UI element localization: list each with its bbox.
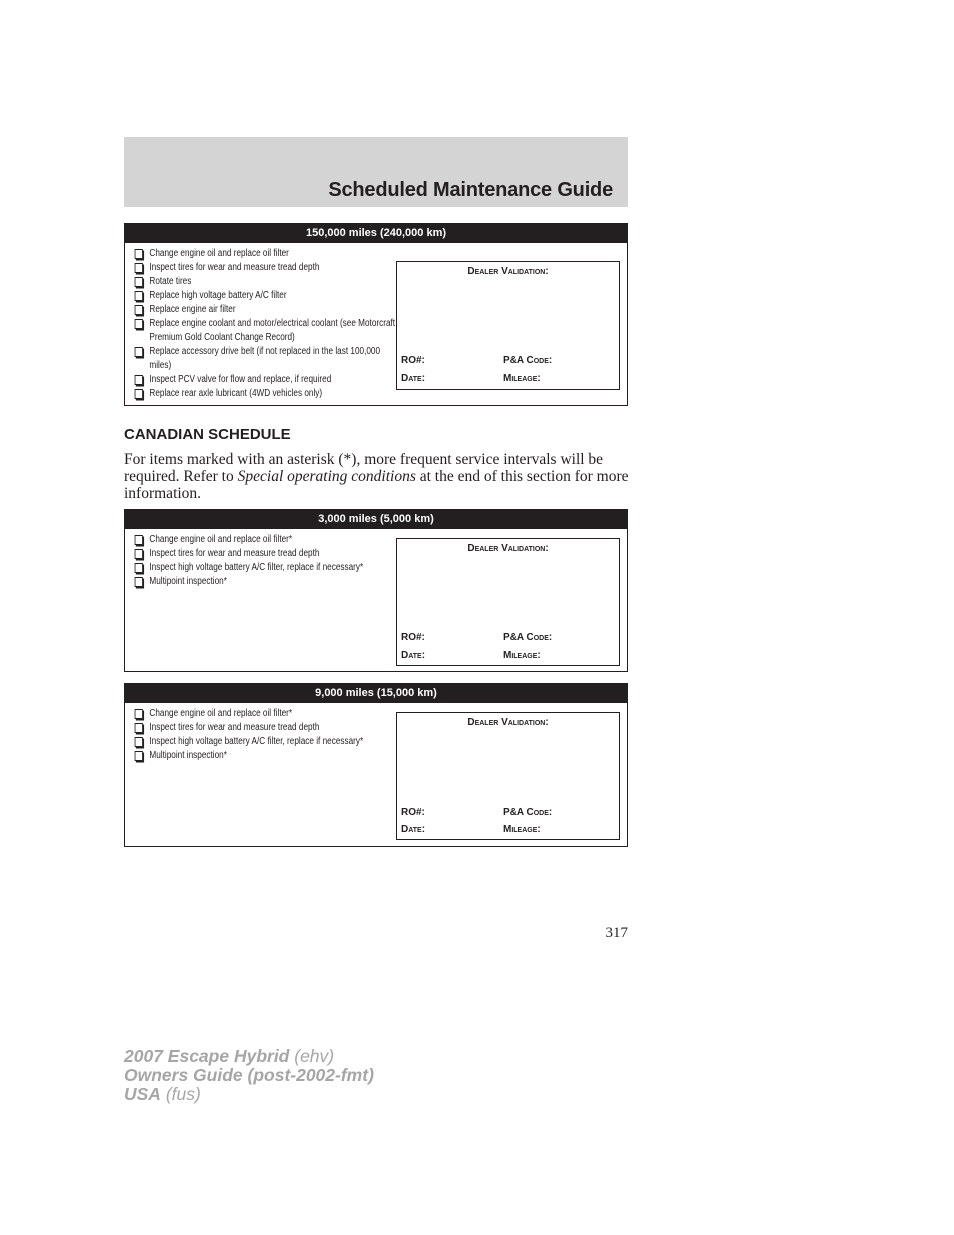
checkbox[interactable] (135, 535, 143, 545)
checkbox[interactable] (135, 723, 143, 733)
pa-code-label: P&A Code: (503, 632, 553, 643)
ro-label: RO#: (401, 355, 425, 366)
checklist-item: Inspect tires for wear and measure tread depth (133, 721, 400, 735)
checkbox[interactable] (135, 263, 143, 273)
checklist-item: Inspect high voltage battery A/C filter, replace if necessary* (133, 561, 400, 575)
checkbox[interactable] (135, 291, 143, 301)
intro-paragraph: For items marked with an asterisk (*), more frequent service intervals will be required. Refer to Special operating conditions at the end of this section for more information. (124, 451, 629, 502)
checklist (133, 247, 396, 401)
ro-label: RO#: (401, 807, 425, 818)
checkbox[interactable] (135, 709, 143, 719)
checklist-item: Multipoint inspection* (133, 575, 400, 589)
checklist-item: Replace engine coolant and motor/electrical coolant (see Motorcraft Premium Gold Coolant Change Record) (133, 317, 400, 345)
checklist (133, 533, 383, 589)
page-number: 317 (605, 925, 628, 941)
checklist-item: Multipoint inspection* (133, 749, 400, 763)
checkbox[interactable] (135, 737, 143, 747)
checklist (133, 707, 383, 763)
checkbox[interactable] (135, 751, 143, 761)
maintenance-block-3000 (124, 509, 628, 672)
checkbox[interactable] (135, 577, 143, 587)
dealer-validation-box[interactable] (396, 261, 620, 390)
dealer-validation-label: Dealer Validation: (467, 266, 549, 277)
dealer-validation-box[interactable] (396, 538, 620, 666)
checklist-item: Change engine oil and replace oil filter* (133, 707, 400, 721)
footer-edition (124, 1047, 374, 1104)
maintenance-block-9000 (124, 683, 628, 847)
checkbox[interactable] (135, 549, 143, 559)
checklist-item: Change engine oil and replace oil filter* (133, 533, 400, 547)
footer-line-1: 2007 Escape Hybrid (ehv) (124, 1046, 335, 1066)
mileage-label: Mileage: (503, 650, 541, 661)
page-title: Scheduled Maintenance Guide (328, 179, 613, 201)
checkbox[interactable] (135, 389, 143, 399)
section-title: CANADIAN SCHEDULE (124, 426, 291, 443)
checklist-item: Replace engine air filter (133, 303, 400, 317)
pa-code-label: P&A Code: (503, 355, 553, 366)
header-band (124, 137, 628, 207)
checkbox[interactable] (135, 277, 143, 287)
checkbox[interactable] (135, 319, 143, 329)
dealer-validation-box[interactable] (396, 712, 620, 840)
checklist-item: Rotate tires (133, 275, 400, 289)
footer-line-3: USA (fus) (124, 1084, 201, 1104)
dealer-validation-label: Dealer Validation: (467, 543, 549, 554)
maintenance-block-150000 (124, 223, 628, 406)
ro-label: RO#: (401, 632, 425, 643)
checklist-item: Replace high voltage battery A/C filter (133, 289, 400, 303)
checklist-item: Change engine oil and replace oil filter (133, 247, 400, 261)
checklist-item: Inspect PCV valve for flow and replace, if required (133, 373, 400, 387)
checkbox[interactable] (135, 249, 143, 259)
mileage-label: Mileage: (503, 824, 541, 835)
mileage-label: Mileage: (503, 373, 541, 384)
date-label: Date: (401, 650, 426, 661)
date-label: Date: (401, 373, 426, 384)
block-heading: 3,000 miles (5,000 km) (125, 510, 627, 529)
checklist-item: Inspect high voltage battery A/C filter, replace if necessary* (133, 735, 400, 749)
dealer-validation-label: Dealer Validation: (467, 717, 549, 728)
checkbox[interactable] (135, 305, 143, 315)
footer-line-2: Owners Guide (post-2002-fmt) (124, 1065, 374, 1085)
pa-code-label: P&A Code: (503, 807, 553, 818)
checklist-item: Inspect tires for wear and measure tread depth (133, 547, 400, 561)
block-heading: 150,000 miles (240,000 km) (125, 224, 627, 243)
block-heading: 9,000 miles (15,000 km) (125, 684, 627, 703)
date-label: Date: (401, 824, 426, 835)
checklist-item: Replace accessory drive belt (if not replaced in the last 100,000 miles) (133, 345, 400, 373)
checkbox[interactable] (135, 347, 143, 357)
checkbox[interactable] (135, 375, 143, 385)
checklist-item: Replace rear axle lubricant (4WD vehicles only) (133, 387, 400, 401)
checkbox[interactable] (135, 563, 143, 573)
checklist-item: Inspect tires for wear and measure tread depth (133, 261, 400, 275)
